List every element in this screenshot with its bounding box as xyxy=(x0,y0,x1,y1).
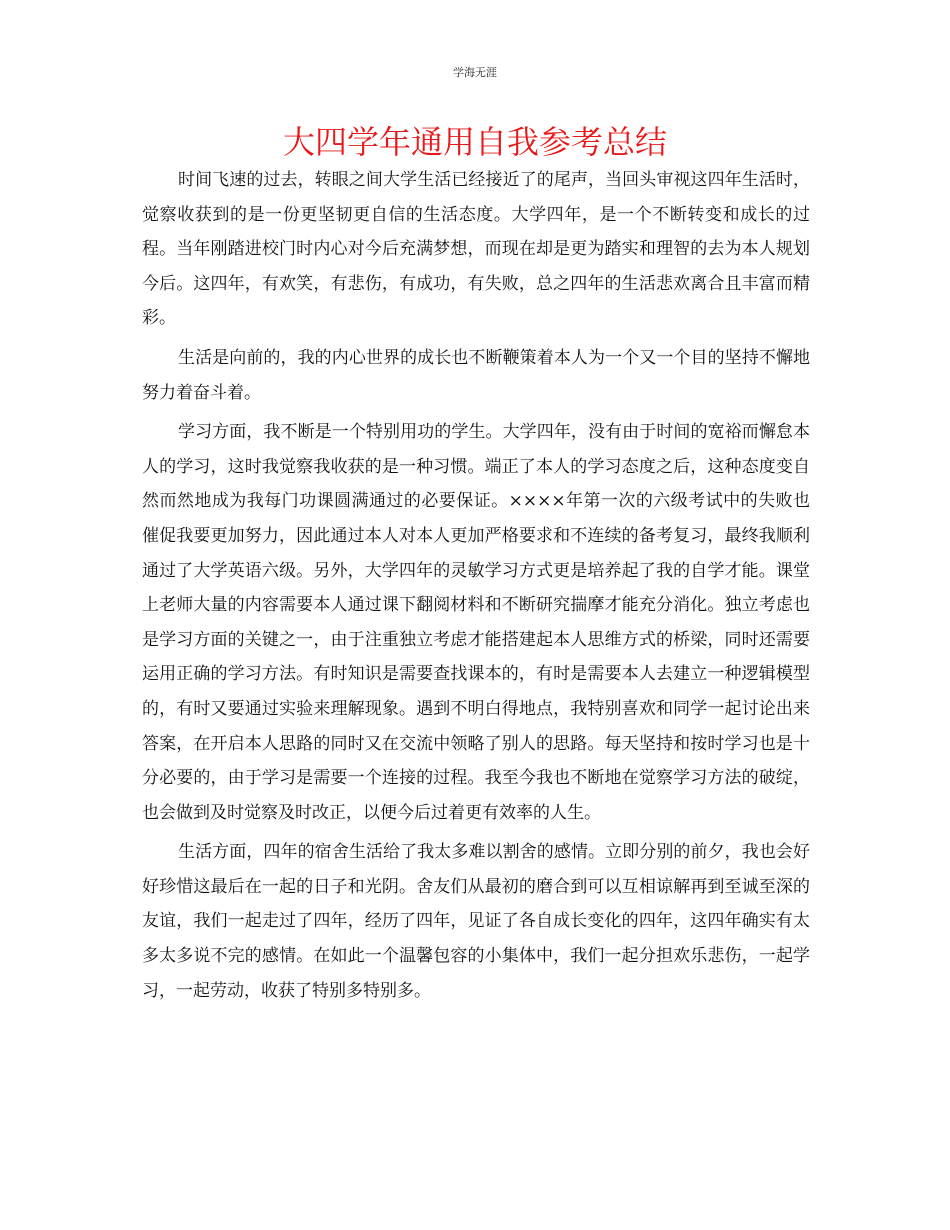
paragraph-2: 生活是向前的，我的内心世界的成长也不断鞭策着本人为一个又一个目的坚持不懈地努力着奋斗着。 xyxy=(142,347,810,403)
running-header: 学海无涯 xyxy=(453,66,497,79)
paragraph-4: 生活方面，四年的宿舍生活给了我太多难以割舍的感情。立即分别的前夕，我也会好好珍惜这最后在一起的日子和光阴。舍友们从最初的磨合到可以互相谅解再到至诚至深的友谊，我们一起走过了四年，经历了四年，见证了各自成长变化的四年，这四年确实有太多太多说不完的感情。在如此一个温馨包容的小集体中，我们一起分担欢乐悲伤，一起学习，一起劳动，收获了特别多特别多。 xyxy=(142,842,810,1001)
paragraph-3: 学习方面，我不断是一个特别用功的学生。大学四年，没有由于时间的宽裕而懈怠本人的学习，这时我觉察我收获的是一种习惯。端正了本人的学习态度之后，这种态度变自然而然地成为我每门功课圆满通过的必要保证。××××年第一次的六级考试中的失败也催促我要更加努力，因此通过本人对本人更加严格要求和不连续的备考复习，最终我顺利通过了大学英语六级。另外，大学四年的灵敏学习方式更是培养起了我的自学才能。课堂上老师大量的内容需要本人通过课下翻阅材料和不断研究揣摩才能充分消化。独立考虑也是学习方面的关键之一，由于注重独立考虑才能搭建起本人思维方式的桥梁，同时还需要运用正确的学习方法。有时知识是需要查找课本的，有时是需要本人去建立一种逻辑模型的，有时又要通过实验来理解现象。遇到不明白得地点，我特别喜欢和同学一起讨论出来答案，在开启本人思路的同时又在交流中领略了别人的思路。每天坚持和按时学习也是十分必要的，由于学习是需要一个连接的过程。我至今我也不断地在觉察学习方法的破绽，也会做到及时觉察及时改正，以便今后过着更有效率的人生。 xyxy=(142,422,810,823)
document-body xyxy=(142,163,810,1013)
paragraph-1: 时间飞速的过去，转眼之间大学生活已经接近了的尾声，当回头审视这四年生活时，觉察收获到的是一份更坚韧更自信的生活态度。大学四年，是一个不断转变和成长的过程。当年刚踏进校门时内心对今后充满梦想，而现在却是更为踏实和理智的去为本人规划今后。这四年，有欢笑，有悲伤，有成功，有失败，总之四年的生活悲欢离合且丰富而精彩。 xyxy=(142,170,810,329)
document-title: 大四学年通用自我参考总结 xyxy=(282,123,667,161)
